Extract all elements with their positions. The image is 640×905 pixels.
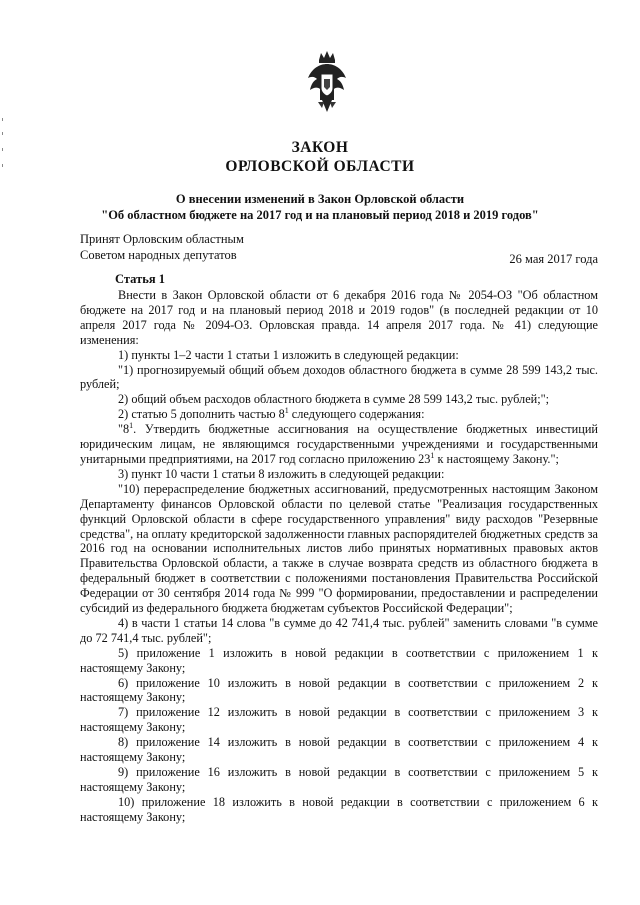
- clause-8: 8) приложение 14 изложить в новой редакции в соответствии с приложением 4 к настоящему Закону;: [80, 735, 598, 765]
- law-subtitle-line1: О внесении изменений в Закон Орловской области: [175, 192, 465, 206]
- law-region: ОРЛОВСКОЙ ОБЛАСТИ: [225, 158, 415, 175]
- article-heading: Статья 1: [115, 272, 165, 286]
- clause-1: 1) пункты 1–2 части 1 статьи 1 изложить в следующей редакции:: [118, 347, 459, 362]
- clause-2-text-end: следующего содержания:: [288, 407, 425, 422]
- superscript: 1: [129, 421, 134, 431]
- article-body: [80, 288, 598, 825]
- clause-2-item-text: . Утвердить бюджетные ассигнования на осуществление бюджетных инвестиций юридическим лицам, не являющимся государственными учреждениями и государственными унитарными предприятиями, на 2017 год согласно приложению 23: [80, 422, 598, 466]
- clause-3-item: "10) перераспределение бюджетных ассигнований, предусмотренных настоящим Законом Департаменту финансов Орловской области по целевой статье "Реализация государственных функций Орловской области в сфере государственного управления" виду расходов "Резервные средства", на оплату кредиторской задолженности главных распорядителей бюджетных средств за 2016 год на основании исполнительных листов либо принятых нормативных правовых актов Правительства Орловской области, а также в случае возврата средств из областного бюджета в федеральный бюджет в соответствии с положениями постановления Правительства Российской Федерации от 30 сентября 2014 года № 999 "О формировании, предоставлении и распределении субсидий из федерального бюджета бюджетам субъектов Российской Федерации";: [80, 481, 598, 616]
- clause-2-item: [80, 422, 598, 467]
- clause-3: 3) пункт 10 части 1 статьи 8 изложить в следующей редакции:: [118, 466, 445, 481]
- clause-9: 9) приложение 16 изложить в новой редакции в соответствии с приложением 5 к настоящему Закону;: [80, 765, 598, 794]
- superscript: 1: [430, 450, 435, 460]
- clause-10: 10) приложение 18 изложить в новой редакции в соответствии с приложением 6 к настоящему Закону;: [80, 794, 598, 824]
- article-intro: Внести в Закон Орловской области от 6 декабря 2016 года № 2054-ОЗ "Об областном бюджете на 2017 год и на плановый период 2018 и 2019 годов" (в последней редакции от 10 апреля 2017 года № 2094-ОЗ. Орловская правда. 14 апреля 2017 года. № 41) следующие изменения:: [80, 288, 598, 347]
- clause-2-text: 2) статью 5 дополнить частью 8: [118, 407, 285, 422]
- clause-4: 4) в части 1 статьи 14 слова "в сумме до 42 741,4 тыс. рублей" заменить словами "в сумме до 72 741,4 тыс. рублей";: [80, 615, 598, 645]
- superscript: 1: [284, 406, 289, 416]
- clause-5: 5) приложение 1 изложить в новой редакции в соответствии с приложением 1 к настоящему Закону;: [80, 645, 598, 675]
- law-title: ЗАКОН: [291, 139, 349, 156]
- clause-2: [80, 407, 598, 422]
- adoption-date: 26 мая 2017 года: [509, 252, 598, 266]
- clause-1-item-2: 2) общий объем расходов областного бюджета в сумме 28 599 143,2 тыс. рублей;";: [118, 392, 550, 407]
- adopted-by-line1: Принят Орловским областным: [80, 232, 244, 246]
- adopted-by-line2: Советом народных депутатов: [80, 248, 237, 262]
- orel-oblast-coat-of-arms-icon: [306, 50, 348, 116]
- law-subtitle-line2: "Об областном бюджете на 2017 год и на плановый период 2018 и 2019 годов": [101, 208, 539, 222]
- clause-2-item-end: к настоящему Закону.";: [434, 451, 559, 466]
- clause-2-item-start: "8: [118, 422, 130, 437]
- clause-6: 6) приложение 10 изложить в новой редакции в соответствии с приложением 2 к настоящему Закону;: [80, 675, 598, 705]
- clause-1-item-1: "1) прогнозируемый общий объем доходов областного бюджета в сумме 28 599 143,2 тыс. рублей;: [80, 362, 598, 392]
- clause-7: 7) приложение 12 изложить в новой редакции в соответствии с приложением 3 к настоящему Закону;: [80, 705, 598, 735]
